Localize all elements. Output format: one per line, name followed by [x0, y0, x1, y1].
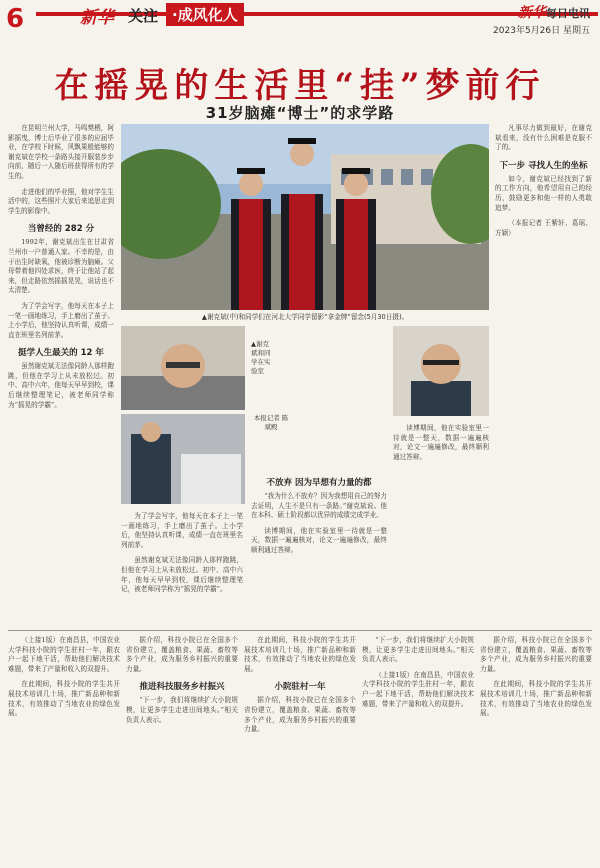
paragraph: 在此期间，科技小院的学生共开展技术培训几十场，推广新品种和新技术，有效推动了当地农业的绿色发展。	[8, 680, 120, 718]
paragraph: （上接1版）在南昌县，中国农业大学科技小院的学生驻村一年，跟农户一起下地干活，帮助他们解决技术难题，带来了产量和收入的双提升。	[362, 670, 474, 708]
paragraph: 凡事尽力做到最好，在谢克斌看来，没有什么困难是克服不了的。	[495, 124, 592, 152]
bottom-column-1	[8, 636, 120, 862]
bottom-column-3	[244, 636, 356, 862]
section-heading: 不放弃 因为早想有力量的都	[266, 478, 372, 488]
side-photo-caption: ▲谢克斌和同学在实验室	[251, 340, 271, 375]
paragraph: 据介绍，科技小院已在全国多个省份建立，覆盖粮食、果蔬、畜牧等多个产业，成为服务乡村振兴的重要力量。	[480, 636, 592, 673]
page-header	[0, 0, 600, 40]
headshot-photo	[393, 326, 489, 416]
author-note: （本报记者 王紫轩、葛瑶、方颖）	[495, 219, 592, 237]
section-heading: 当曾经的 282 分	[27, 224, 95, 235]
paragraph: 在此期间，科技小院的学生共开展技术培训几十场，推广新品种和新技术，有效推动了当地农业的绿色发展。	[480, 680, 592, 718]
main-photo-caption: ▲谢克斌(中)和同学们在河北大学同学留影“拿金牌”留念(5月30日摄)。	[201, 313, 409, 321]
article-column-1	[8, 124, 114, 624]
paragraph: 走进他们的毕业照，他对学生生活中的，这些照片大家后来追思走到学生的影像中。	[8, 187, 114, 215]
page-number: 6	[6, 4, 25, 34]
right-brand-logo: 新华	[518, 5, 546, 21]
paragraph: 为了学会写字，他每天在本子上一笔一画地练习，手上磨出了茧子。上小学后，他坚持认真听课，成绩一直在班里名列前茅。	[121, 512, 243, 549]
brand-logo: 新华	[80, 8, 114, 28]
paragraph: 为了学会写字，他每天在本子上一笔一画地练习，手上磨出了茧子。上小学后，他坚持认真听课，成绩一直在班里名列前茅。	[8, 301, 114, 339]
section-prefix: 关注	[128, 7, 159, 25]
paragraph: 虽然谢克斌无法像同龄人那样跑跳，但他在学习上从未放松过。初中、高中六年，他每天早早到校，课后继续整理笔记，被老师同学称为“摇晃的学霸”。	[8, 362, 114, 409]
portrait-photo	[121, 326, 245, 410]
paragraph: 据介绍，科技小院已在全国多个省份建立，覆盖粮食、果蔬、畜牧等多个产业，成为服务乡村振兴的重要力量。	[126, 636, 238, 673]
section-heading: 推进科技服务乡村振兴	[139, 682, 225, 693]
issue-date: 2023年5月26日 星期五	[493, 26, 590, 36]
article-column-3b	[393, 424, 489, 624]
paragraph: （上接1版）在南昌县，中国农业大学科技小院的学生驻村一年，跟农户一起下地干活，帮助他们解决技术难题，带来了产量和收入的双提升。	[8, 636, 120, 673]
paragraph: 据介绍，科技小院已在全国多个省份建立，覆盖粮食、果蔬、畜牧等多个产业，成为服务乡村振兴的重要力量。	[244, 696, 356, 734]
paragraph: 虽然谢克斌无法像同龄人那样跑跳，但他在学习上从未放松过。初中、高中六年，他每天早早到校，课后继续整理笔记，被老师同学称为“摇晃的学霸”。	[121, 556, 243, 594]
section-divider	[8, 630, 592, 631]
bottom-column-4	[362, 636, 474, 862]
main-photo	[121, 124, 489, 310]
headline: 在摇晃的生活里“挂”梦前行	[54, 66, 546, 106]
paragraph: 1992年，谢克斌出生在甘肃省兰州市一户普通人家。不幸的是，由于出生时缺氧，他被诊断为脑瘫。父母带着他四处求医，终于让他站了起来，但走路依然摇摇晃晃，说话也不太清楚。	[8, 238, 114, 295]
paragraph: 在昆明兰州大学，马鸣樊栖，阿影摇曳，博士后毕业了很多的应届毕业，在学校下时候，风飘果般能够的谢克斌在学校一条路头接开服装步步向前，随后一人随后班获得所有的学生的。	[8, 124, 114, 180]
article-column-2	[121, 512, 243, 624]
paragraph: 读博期间，他在实验室里一待就是一整天，数据一遍遍核对，论文一遍遍修改，最终顺利通过答辩。	[393, 424, 489, 461]
article-column-3	[251, 470, 387, 624]
subheadline: 31岁脑瘫“博士”的求学路	[205, 104, 395, 122]
byline: 本报记者 陈斌殿	[253, 414, 289, 431]
section-heading: 小院驻村一年	[274, 682, 326, 693]
section-label: ·成风化人	[166, 3, 244, 26]
right-product: 每日电讯	[546, 7, 590, 20]
article-column-4	[495, 124, 592, 624]
paragraph: 如今，谢克斌已经找到了新的工作方向，他希望用自己的经历，鼓励更多和他一样的人勇敢追梦。	[495, 174, 592, 212]
laboratory-photo	[121, 414, 245, 504]
paragraph: 读博期间，他在实验室里一待就是一整天，数据一遍遍核对，论文一遍遍修改，最终顺利通过答辩。	[251, 526, 387, 554]
paragraph: “下一步，我们将继续扩大小院规模，让更多学生走进田间地头。”相关负责人表示。	[126, 696, 238, 724]
bottom-column-5	[480, 636, 592, 862]
paragraph: “下一步，我们将继续扩大小院规模，让更多学生走进田间地头。”相关负责人表示。	[362, 636, 474, 664]
paragraph: 在此期间，科技小院的学生共开展技术培训几十场，推广新品种和新技术，有效推动了当地农业的绿色发展。	[244, 636, 356, 673]
masthead-right	[493, 2, 590, 36]
paragraph: “我为什么不放弃？因为我想用自己的努力去证明，人生不是只有一条路。”谢克斌说。他在本科、硕士阶段都以优异的成绩完成学业。	[251, 492, 387, 520]
section-heading: 挺学人生最关的 12 年	[18, 348, 104, 359]
section-heading: 下一步 寻找人生的坐标	[499, 160, 588, 171]
bottom-column-2	[126, 636, 238, 862]
